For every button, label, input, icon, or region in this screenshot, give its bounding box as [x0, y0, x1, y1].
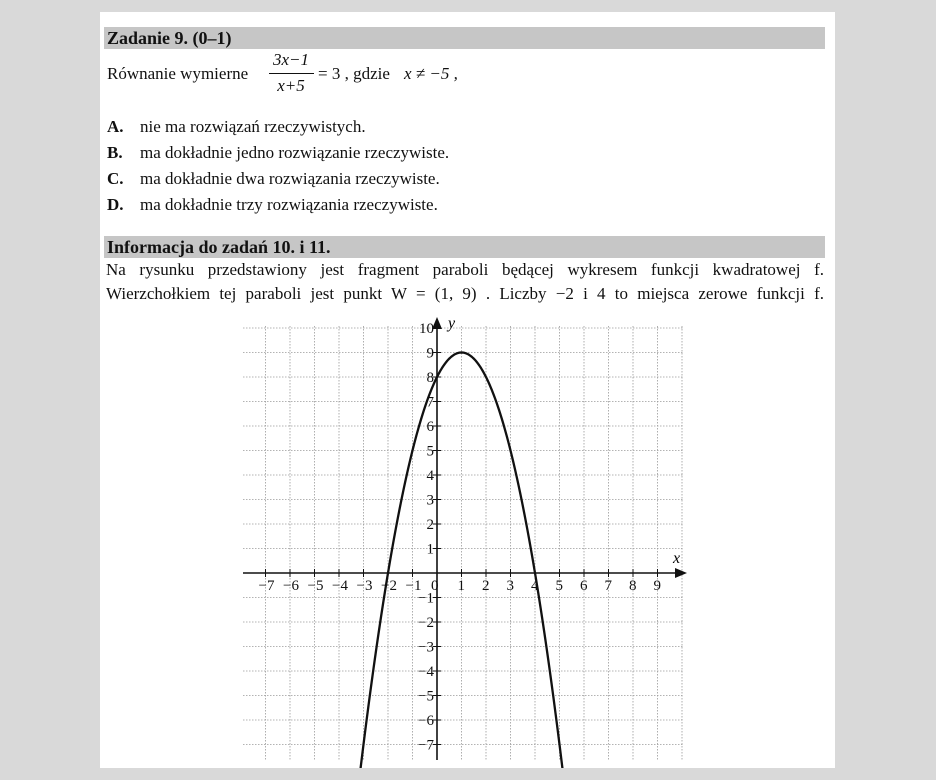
y-tick-label: 9 — [426, 345, 434, 362]
y-tick-label: 3 — [426, 492, 434, 509]
x-tick-label: 1 — [457, 578, 465, 594]
task9-header: Zadanie 9. (0–1) — [104, 27, 825, 49]
y-tick-label: 6 — [426, 419, 434, 435]
tick-labels — [259, 321, 662, 754]
option-text: ma dokładnie dwa rozwiązania rzeczywiste. — [140, 169, 440, 188]
x-tick-label: 5 — [555, 578, 563, 594]
y-tick-label: −3 — [418, 639, 434, 656]
task9-intro: Równanie wymierne — [107, 64, 249, 83]
option-letter: B. — [107, 143, 123, 162]
x-tick-label: 2 — [482, 578, 490, 594]
x-tick-label: 0 — [431, 578, 439, 594]
x-tick-label: −7 — [258, 578, 275, 594]
fraction-denominator: x+5 — [277, 76, 305, 95]
y-axis-label: y — [448, 315, 456, 332]
y-tick-label: −2 — [418, 615, 434, 631]
x-tick-label: −1 — [405, 578, 422, 594]
x-tick-label: −4 — [332, 578, 348, 594]
option-text: nie ma rozwiązań rzeczywistych. — [140, 117, 366, 136]
y-tick-label: 8 — [426, 370, 434, 386]
option-text: ma dokładnie jedno rozwiązanie rzeczywiste. — [140, 143, 450, 162]
y-tick-label: 10 — [419, 321, 434, 337]
y-tick-label: −1 — [418, 590, 434, 607]
task9-condition: x ≠ −5 , — [404, 64, 458, 83]
option-letter: A. — [107, 117, 124, 136]
y-tick-label: −6 — [418, 713, 434, 729]
option-text: ma dokładnie trzy rozwiązania rzeczywiste. — [140, 195, 438, 214]
option-letter: C. — [107, 169, 124, 188]
y-tick-label: −5 — [418, 688, 434, 705]
y-tick-label: 4 — [426, 468, 434, 484]
y-tick-label: 5 — [426, 443, 434, 460]
y-tick-label: −4 — [418, 664, 434, 680]
grid — [243, 326, 683, 760]
fraction-numerator: 3x−1 — [272, 50, 310, 69]
y-tick-label: 2 — [426, 517, 434, 533]
x-axis-label: x — [673, 550, 681, 567]
x-axis-arrow — [675, 568, 687, 578]
y-tick-label: −7 — [418, 737, 434, 754]
info-line-2: Wierzchołkiem tej paraboli jest punkt W = (1, 9) . Liczby −2 i 4 to miejsca zerowe funkcji f. — [106, 284, 824, 303]
parabola-graph — [100, 12, 835, 768]
task9-equals: = 3 , gdzie — [318, 64, 390, 83]
x-tick-label: −5 — [307, 578, 324, 594]
exam-page — [100, 12, 835, 768]
y-tick-label: 1 — [426, 541, 434, 558]
x-tick-label: 8 — [629, 578, 637, 594]
info-line-1: Na rysunku przedstawiony jest fragment paraboli będącej wykresem funkcji kwadratowej f. — [106, 260, 824, 279]
x-tick-label: 3 — [506, 578, 514, 594]
x-tick-label: −3 — [356, 578, 373, 594]
x-tick-label: 6 — [580, 578, 588, 594]
x-tick-label: −2 — [381, 578, 397, 594]
x-tick-label: 7 — [604, 578, 612, 594]
x-tick-label: 4 — [531, 578, 539, 594]
option-letter: D. — [107, 195, 124, 214]
x-tick-label: 9 — [653, 578, 661, 594]
info-header: Informacja do zadań 10. i 11. — [104, 236, 825, 258]
axes — [243, 317, 687, 760]
x-tick-label: −6 — [283, 578, 299, 594]
y-tick-label: 7 — [426, 394, 434, 411]
